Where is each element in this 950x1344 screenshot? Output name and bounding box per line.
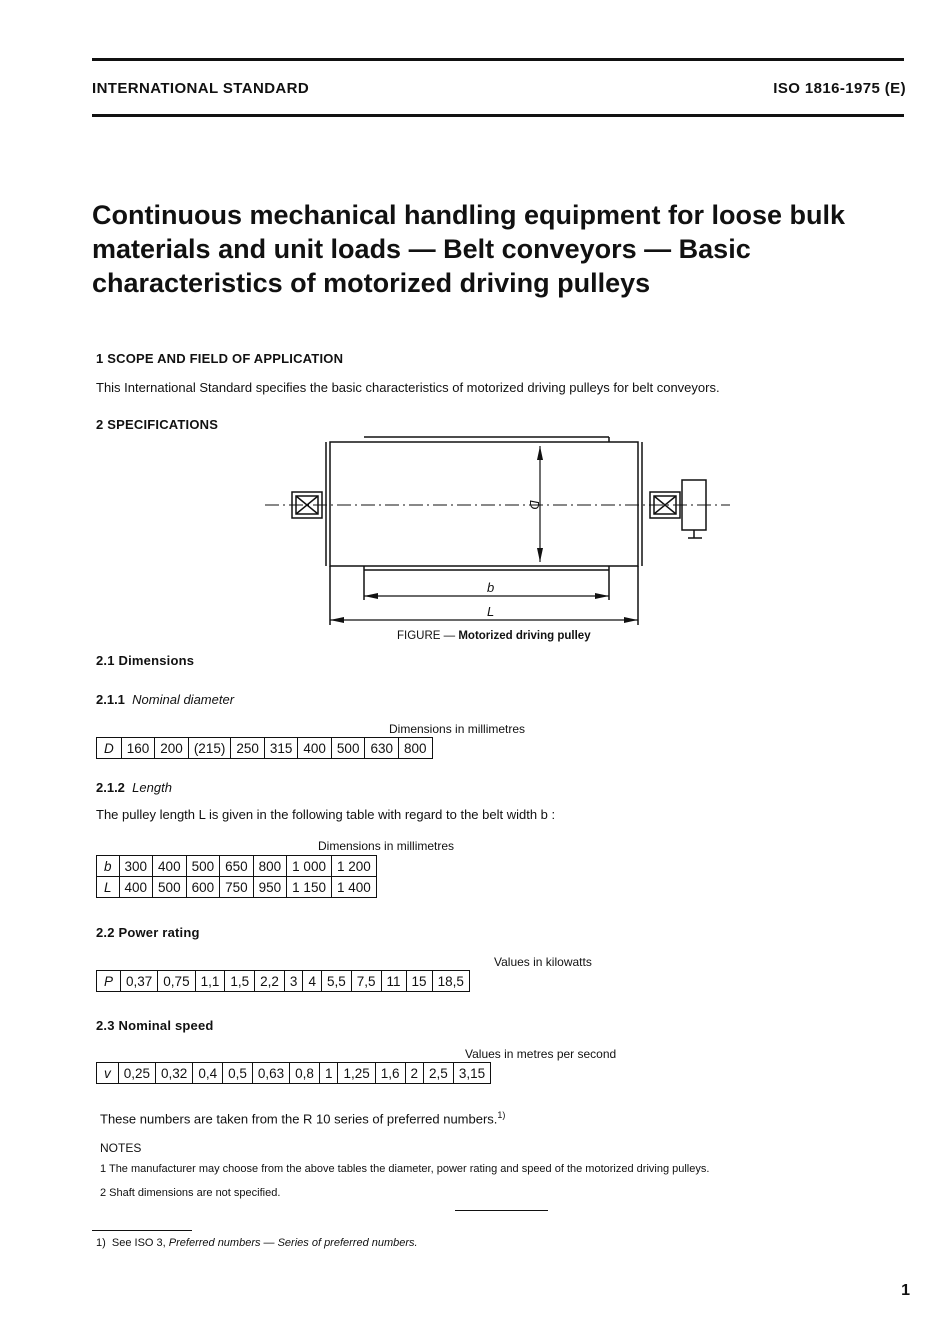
series-note-text: These numbers are taken from the R 10 series of preferred numbers.: [100, 1111, 498, 1127]
table-cell: 315: [264, 738, 298, 759]
pulley-drum: [330, 442, 638, 566]
table-cell: 400: [119, 877, 153, 898]
table-cell: 7,5: [351, 971, 381, 992]
table-cell: 650: [220, 856, 254, 877]
table-cell: 800: [253, 856, 287, 877]
table-cell: 1,25: [338, 1063, 375, 1084]
figure-caption: [397, 630, 591, 642]
section-1-text: This International Standard specifies the basic characteristics of motorized driving pulleys for belt conveyors.: [96, 380, 720, 395]
length-row-l-symbol: L: [97, 877, 120, 898]
speed-table: [96, 1062, 491, 1084]
diameter-title: Nominal diameter: [132, 692, 235, 707]
table-cell: 4: [303, 971, 322, 992]
table-cell: 630: [365, 738, 399, 759]
footnote-marker: 1): [96, 1237, 106, 1249]
speed-heading: 2.3 Nominal speed: [96, 1018, 214, 1033]
page-number: 1: [901, 1282, 910, 1299]
table-cell: 500: [153, 877, 187, 898]
table-cell: 600: [186, 877, 220, 898]
diameter-table: [96, 737, 433, 759]
table-cell: (215): [188, 738, 231, 759]
table-cell: 400: [298, 738, 332, 759]
section-2-heading: 2 SPECIFICATIONS: [96, 417, 219, 432]
table-cell: 250: [231, 738, 265, 759]
pulley-figure: [0, 0, 950, 660]
table-cell: 950: [253, 877, 287, 898]
footnote-text: See ISO 3,: [111, 1237, 166, 1249]
figure-label-d: D: [527, 500, 542, 510]
table-cell: 2,5: [424, 1063, 454, 1084]
diameter-symbol: D: [97, 738, 122, 759]
table-cell: 0,32: [156, 1063, 193, 1084]
diameter-heading: [96, 692, 234, 707]
table-cell: 0,63: [252, 1063, 289, 1084]
footnote-ref: 1): [497, 1110, 506, 1120]
series-note: [100, 1110, 505, 1126]
table-cell: 750: [220, 877, 254, 898]
note-1: 1 The manufacturer may choose from the above tables the diameter, power rating and speed of the motorized driving pulleys.: [100, 1163, 710, 1175]
footnote-rule: [92, 1230, 192, 1231]
footnote: [96, 1237, 418, 1249]
table-cell: 1 400: [331, 877, 376, 898]
diameter-unit: Dimensions in millimetres: [389, 722, 526, 736]
table-cell: 400: [153, 856, 187, 877]
notes-end-rule: [455, 1210, 548, 1211]
table-cell: 1 150: [287, 877, 332, 898]
table-cell: 800: [398, 738, 432, 759]
table-cell: 5,5: [321, 971, 351, 992]
speed-unit: Values in metres per second: [465, 1047, 617, 1061]
header-standard-label: INTERNATIONAL STANDARD: [92, 80, 310, 97]
table-cell: 160: [121, 738, 155, 759]
figure-caption-title: Motorized driving pulley: [458, 630, 591, 642]
table-cell: 500: [331, 738, 365, 759]
table-cell: 0,8: [290, 1063, 320, 1084]
document-title: Continuous mechanical handling equipment for loose bulk materials and unit loads — Belt conveyors — Basic characteristics of motorized driving pulleys: [92, 200, 846, 298]
table-cell: 1,1: [195, 971, 225, 992]
diameter-number: 2.1.1: [96, 692, 125, 707]
power-symbol: P: [97, 971, 121, 992]
table-cell: 0,75: [158, 971, 195, 992]
figure-caption-prefix: FIGURE —: [397, 630, 456, 642]
table-cell: 18,5: [432, 971, 469, 992]
table-cell: 200: [155, 738, 189, 759]
length-table: [96, 855, 377, 898]
table-cell: 11: [381, 971, 406, 992]
length-intro: The pulley length L is given in the following table with regard to the belt width b :: [96, 807, 556, 822]
speed-symbol: v: [97, 1063, 119, 1084]
table-row: [97, 1063, 491, 1084]
footnote-italic: Preferred numbers — Series of preferred numbers.: [168, 1237, 418, 1249]
table-cell: 3: [284, 971, 303, 992]
length-number: 2.1.2: [96, 780, 125, 795]
table-row: [97, 738, 433, 759]
table-cell: 1,6: [375, 1063, 405, 1084]
length-row-b-symbol: b: [97, 856, 120, 877]
dimensions-heading: 2.1 Dimensions: [96, 653, 195, 668]
length-title: Length: [132, 780, 172, 795]
length-unit: Dimensions in millimetres: [318, 839, 455, 853]
table-cell: 1 000: [287, 856, 332, 877]
power-heading: 2.2 Power rating: [96, 925, 200, 940]
length-heading: [96, 780, 172, 795]
power-table: [96, 970, 470, 992]
note-2: 2 Shaft dimensions are not specified.: [100, 1187, 281, 1199]
notes-heading: NOTES: [100, 1141, 142, 1155]
table-cell: 1,5: [225, 971, 255, 992]
table-cell: 2: [405, 1063, 424, 1084]
table-cell: 500: [186, 856, 220, 877]
table-row: [97, 971, 470, 992]
table-cell: 0,4: [193, 1063, 223, 1084]
figure-label-b: b: [487, 580, 495, 595]
table-cell: 2,2: [255, 971, 285, 992]
table-cell: 0,25: [118, 1063, 155, 1084]
table-row: [97, 856, 377, 877]
table-cell: 1: [319, 1063, 338, 1084]
table-cell: 300: [119, 856, 153, 877]
table-cell: 1 200: [331, 856, 376, 877]
section-1-heading: 1 SCOPE AND FIELD OF APPLICATION: [96, 351, 344, 366]
figure-label-l: L: [487, 604, 495, 619]
table-cell: 0,5: [223, 1063, 253, 1084]
power-unit: Values in kilowatts: [494, 955, 592, 969]
header-document-id: ISO 1816-1975 (E): [773, 80, 906, 97]
table-cell: 15: [406, 971, 432, 992]
table-row: [97, 877, 377, 898]
table-cell: 0,37: [121, 971, 158, 992]
table-cell: 3,15: [453, 1063, 490, 1084]
